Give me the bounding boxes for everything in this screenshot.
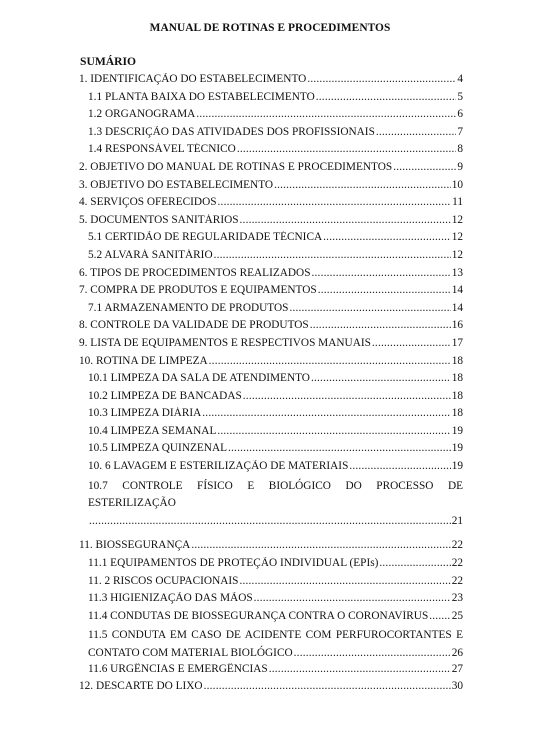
toc-entry-3[interactable] [79, 179, 463, 197]
leader-dots [217, 425, 450, 437]
toc-entry-10-5[interactable] [79, 442, 463, 460]
toc-entry-page: 30 [451, 680, 463, 693]
leader-dots [237, 143, 457, 155]
toc-entry-8[interactable] [79, 319, 463, 337]
toc-entry-label: 10.1 LIMPEZA DA SALA DE ATENDIMENTO [88, 372, 310, 385]
toc-entry-label: 10.5 LIMPEZA QUINZENAL [88, 442, 227, 455]
toc-entry-10-7[interactable] [79, 478, 463, 531]
toc-entry-page: 14 [451, 301, 463, 314]
toc-entry-page: 9 [457, 160, 463, 173]
toc-entry-label: 11.5 CONDUTA EM CASO DE ACIDENTE COM PERFUROCORTANTES E [88, 629, 463, 642]
toc-entry-label: 11.4 CONDUTAS DE BIOSSEGURANÇA CONTRA O CORONAVÍRUS [88, 609, 429, 622]
toc-entry-12[interactable] [79, 680, 463, 698]
toc-entry-page: 21 [451, 514, 463, 527]
toc-entry-page: 16 [451, 319, 463, 332]
toc-entry-label: 5. DOCUMENTOS SANITÁRIOS [79, 213, 239, 226]
leader-dots [372, 337, 451, 349]
leader-dots [239, 575, 450, 587]
toc-entry-page: 26 [451, 647, 463, 659]
leader-dots [307, 73, 456, 85]
toc-entry-page: 17 [451, 336, 463, 349]
toc-entry-label: 3. OBJETIVO DO ESTABELECIMENTO [79, 178, 274, 191]
leader-dots [393, 161, 456, 173]
leader-dots [240, 214, 451, 226]
leader-dots [310, 319, 451, 331]
toc-entry-label: 9. LISTA DE EQUIPAMENTOS E RESPECTIVOS MANUAIS [79, 336, 371, 349]
toc-entry-1-4[interactable] [79, 143, 463, 161]
toc-entry-1-2[interactable] [79, 108, 463, 126]
toc-entry-label: 1.4 RESPONSÁVEL TÉCNICO [88, 143, 236, 156]
toc-entry-label: 10.7 CONTROLE FÍSICO E BIOLÓGICO DO PROCESSO DE ESTERILIZAÇÃO [88, 479, 463, 510]
toc-entry-page: 18 [451, 354, 463, 367]
leader-dots [269, 663, 451, 675]
toc-heading: SUMÁRIO [80, 55, 137, 68]
toc-entry-page: 11 [452, 196, 463, 209]
leader-dots [349, 460, 450, 472]
toc-entry-10-2[interactable] [79, 390, 463, 408]
toc-entry-10-1[interactable] [79, 372, 463, 390]
toc-entry-page: 12 [451, 231, 463, 244]
toc-entry-label: 11.3 HIGIENIZAÇÃO DAS MÃOS [88, 592, 253, 605]
toc-entry-page: 19 [451, 460, 463, 473]
toc-entry-page: 13 [451, 266, 463, 279]
toc-entry-label: 1.3 DESCRIÇÃO DAS ATIVIDADES DOS PROFISSIONAIS [88, 125, 375, 138]
toc-entry-page: 22 [451, 539, 463, 552]
toc-entry-page: 12 [451, 213, 463, 226]
table-of-contents [79, 73, 463, 698]
toc-entry-5[interactable] [79, 214, 463, 232]
toc-entry-11-5[interactable] [79, 627, 463, 662]
toc-entry-label: 8. CONTROLE DA VALIDADE DE PRODUTOS [79, 319, 309, 332]
leader-dots [274, 179, 451, 191]
toc-entry-label: 11.1 EQUIPAMENTOS DE PROTEÇÃO INDIVIDUAL (EPIs) [88, 557, 379, 570]
leader-dots [312, 267, 451, 279]
toc-entry-label: 7.1 ARMAZENAMENTO DE PRODUTOS [88, 301, 289, 314]
toc-entry-9[interactable] [79, 337, 463, 355]
leader-dots [311, 372, 451, 384]
toc-entry-label: 10.2 LIMPEZA DE BANCADAS [88, 389, 242, 402]
toc-entry-1[interactable] [79, 73, 463, 91]
toc-entry-11-1[interactable] [79, 557, 463, 575]
toc-entry-label: 12. DESCARTE DO LIXO [79, 680, 203, 693]
toc-entry-7-1[interactable] [79, 302, 463, 320]
toc-entry-page: 19 [451, 424, 463, 437]
toc-entry-page: 8 [457, 143, 463, 156]
toc-entry-7[interactable] [79, 284, 463, 302]
leader-dots [376, 126, 456, 138]
leader-dots [294, 645, 451, 663]
toc-entry-page: 27 [451, 662, 463, 675]
toc-entry-label: 10. ROTINA DE LIMPEZA [79, 354, 208, 367]
toc-entry-11-3[interactable] [79, 592, 463, 610]
toc-entry-page: 14 [451, 284, 463, 297]
leader-dots [191, 539, 450, 551]
leader-dots [323, 231, 451, 243]
toc-entry-10[interactable] [79, 355, 463, 373]
toc-entry-label-continued: CONTATO COM MATERIAL BIOLÓGICO [88, 647, 293, 659]
toc-entry-label: 5.1 CERTIDÃO DE REGULARIDADE TÉCNICA [88, 231, 323, 244]
leader-dots [202, 407, 450, 419]
toc-entry-1-1[interactable] [79, 91, 463, 109]
toc-entry-page: 10 [451, 178, 463, 191]
spacer [79, 530, 463, 539]
toc-entry-label: 11.6 URGÊNCIAS E EMERGÊNCIAS [88, 662, 268, 675]
toc-entry-label: 10. 6 LAVAGEM E ESTERILIZAÇÃO DE MATERIAIS [88, 460, 349, 473]
leader-dots [243, 390, 451, 402]
toc-entry-page: 18 [451, 389, 463, 402]
leader-dots [218, 196, 452, 208]
toc-entry-label: 11. 2 RISCOS OCUPACIONAIS [88, 574, 239, 587]
toc-entry-page: 19 [451, 442, 463, 455]
toc-entry-label: 4. SERVIÇOS OFERECIDOS [79, 196, 217, 209]
toc-entry-4[interactable] [79, 196, 463, 214]
leader-dots [254, 592, 451, 604]
leader-dots [289, 302, 450, 314]
toc-entry-label: 2. OBJETIVO DO MANUAL DE ROTINAS E PROCEDIMENTOS [79, 160, 393, 173]
leader-dots [204, 680, 451, 692]
leader-dots [228, 442, 451, 454]
leader-dots [379, 557, 450, 569]
toc-entry-page: 25 [451, 609, 463, 622]
toc-entry-5-2[interactable] [79, 249, 463, 267]
toc-entry-label: 7. COMPRA DE PRODUTOS E EQUIPAMENTOS [79, 284, 317, 297]
toc-entry-11[interactable] [79, 539, 463, 557]
leader-dots [196, 108, 456, 120]
leader-dots [214, 249, 451, 261]
toc-entry-11-4[interactable] [79, 610, 463, 628]
toc-entry-1-3[interactable] [79, 126, 463, 144]
toc-entry-label: 1.1 PLANTA BAIXA DO ESTABELECIMENTO [88, 90, 315, 103]
leader-dots [209, 355, 451, 367]
toc-entry-page: 18 [451, 372, 463, 385]
toc-entry-page: 5 [457, 90, 463, 103]
toc-entry-label: 5.2 ALVARÁ SANITÁRIO [88, 248, 213, 261]
toc-entry-label: 6. TIPOS DE PROCEDIMENTOS REALIZADOS [79, 266, 311, 279]
toc-entry-2[interactable] [79, 161, 463, 179]
toc-entry-page: 22 [451, 557, 463, 570]
toc-entry-page: 23 [451, 592, 463, 605]
toc-entry-page: 22 [451, 574, 463, 587]
leader-dots [316, 91, 457, 103]
toc-entry-6[interactable] [79, 267, 463, 285]
toc-entry-label: 10.4 LIMPEZA SEMANAL [88, 424, 217, 437]
toc-entry-11-6[interactable] [79, 663, 463, 681]
leader-dots [429, 610, 450, 622]
toc-entry-10-6[interactable] [79, 460, 463, 478]
toc-entry-page: 12 [451, 248, 463, 261]
toc-entry-label: 11. BIOSSEGURANÇA [79, 539, 191, 552]
toc-entry-label: 10.3 LIMPEZA DIÁRIA [88, 407, 202, 420]
leader-dots [89, 513, 451, 531]
toc-entry-page: 7 [457, 125, 463, 138]
toc-entry-label: 1.2 ORGANOGRAMA [88, 108, 196, 121]
leader-dots [318, 284, 451, 296]
toc-entry-page: 18 [451, 407, 463, 420]
toc-entry-page: 4 [457, 73, 463, 85]
toc-entry-10-3[interactable] [79, 407, 463, 425]
page-title: MANUAL DE ROTINAS E PROCEDIMENTOS [149, 22, 391, 34]
toc-entry-page: 6 [457, 108, 463, 121]
toc-entry-label: 1. IDENTIFICAÇÃO DO ESTABELECIMENTO [79, 73, 307, 85]
toc-entry-10-4[interactable] [79, 425, 463, 443]
toc-entry-11-2[interactable] [79, 575, 463, 593]
toc-entry-5-1[interactable] [79, 231, 463, 249]
